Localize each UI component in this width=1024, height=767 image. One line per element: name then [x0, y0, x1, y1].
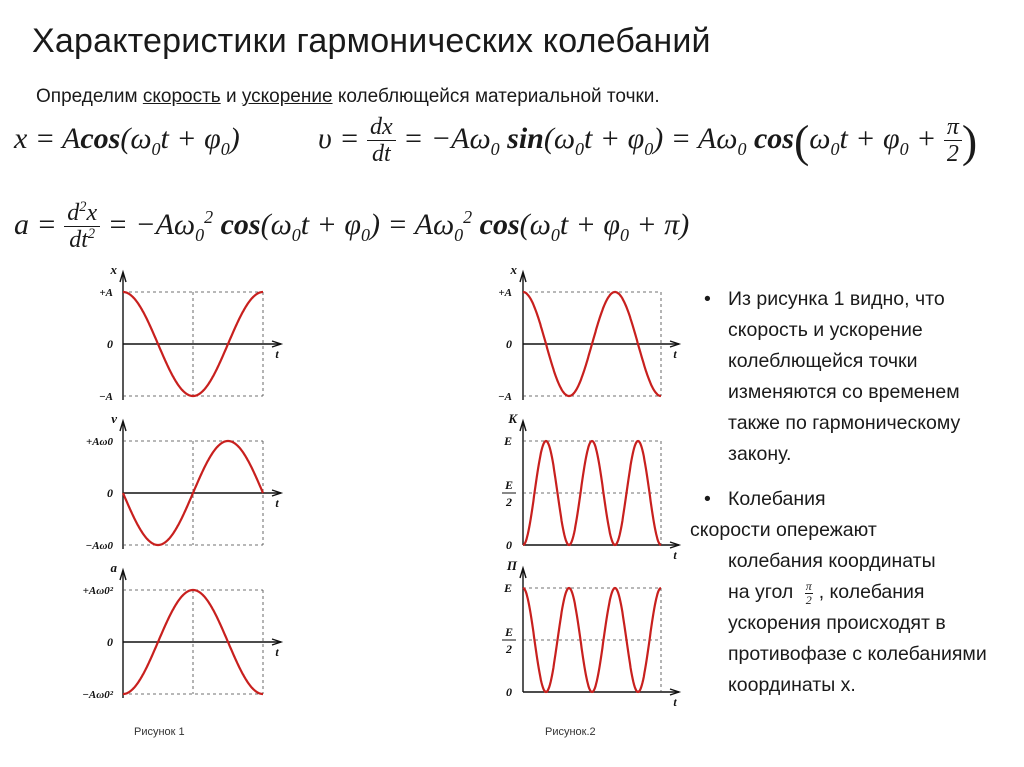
bullet-2-text-b: скорости опережают [690, 519, 877, 541]
figure2-graph1-x-label: t [673, 347, 677, 361]
figure2-graph3-y-label: П [506, 558, 517, 573]
figure1-graph1-tick-mid: 0 [107, 337, 113, 351]
bullet-dot-icon: • [704, 488, 711, 510]
figure1-caption: Рисунок 1 [134, 726, 185, 738]
intro-middle: и [220, 86, 242, 107]
bullet-2-text-f: ускорения происходят в противофазе с колебаниями координаты х. [728, 612, 987, 696]
figure1-graph2-tick-top: +Aω0 [85, 436, 113, 448]
figure1-graph2-x-label: t [275, 496, 279, 510]
pi-over-2-fraction [805, 580, 813, 606]
figure2-caption: Рисунок.2 [545, 726, 596, 738]
pi-numerator: π [805, 578, 812, 593]
bullet-2-text-a: Колебания [728, 488, 826, 510]
figure2-graph1-tick-mid: 0 [506, 337, 512, 351]
figure1-graph3-y-label: a [110, 560, 117, 575]
intro-before: Определим [36, 86, 143, 107]
figure2-graph3-tick-top: E [503, 581, 512, 595]
figure1-graph3-x-label: t [275, 645, 279, 659]
formula-x: $x = Acos(\omega_0t + \varphi_0)$ [14, 122, 240, 159]
figure1-graph2-tick-bottom: −Aω0 [85, 540, 113, 552]
figure2-graph2-y-label: K [508, 411, 517, 426]
figure2-graph1-y-label: x [510, 262, 517, 277]
figure1-graph1-x-label: t [275, 347, 279, 361]
figure2-graph3-x-label: t [673, 695, 677, 709]
figure2-graph3-tick-mid-num: E [504, 625, 514, 639]
figure1-graph2-y-label: v [111, 411, 117, 426]
page-title: Характеристики гармонических колебаний [32, 22, 711, 60]
formula-velocity: υ = $\frac{dx}{dt}$ = $-A\omega_0$ $\sin(\omega_0t + \varphi_0) = A\omega_0$ $\cos(\omega_0t + \varphi_0$ + $\frac{\pi}{2}$ ) [318, 114, 978, 168]
figure2-graph1-tick-top: +A [498, 287, 512, 299]
bullet-item-2 [690, 484, 1010, 701]
bullet-item-1 [690, 284, 1010, 470]
bullet-2-text-c: колебания координаты [728, 550, 936, 572]
figure2-graph3-tick-mid-den: 2 [506, 642, 512, 656]
bullet-1-text: Из рисунка 1 видно, что скорость и ускорение колеблющейся точки изменяются со временем также по гармоническому закону. [728, 288, 961, 465]
figure1-graph3-tick-top: +Aω0² [82, 585, 113, 597]
figure2-graph2-x-label: t [673, 548, 677, 562]
figure2-graph2-tick-top: E [503, 434, 512, 448]
bullet-2-text-d: на угол [728, 581, 794, 603]
figure1-graph3-tick-mid: 0 [107, 635, 113, 649]
formula-acceleration: a = $\frac{d^2x}{dt^2}$ = $-A\omega_0^2$ $\cos(\omega_0t + \varphi_0) = A\omega_0^2$ $\cos(\omega_0t + \varphi_0 + \pi)$ [14, 199, 690, 254]
figure1-graph2-tick-mid: 0 [107, 486, 113, 500]
figure1-graph1-tick-bottom: −A [98, 391, 113, 403]
figure2-graph2-tick-bottom: 0 [506, 538, 512, 552]
intro-link-velocity: скорость [142, 86, 221, 107]
figure1-graph3-tick-bottom: −Aω0² [82, 689, 113, 701]
figure2-graph1-tick-bottom: −A [497, 391, 512, 403]
bullet-list [690, 284, 1010, 701]
intro-link-acceleration: ускорение [241, 86, 333, 107]
bullet-dot-icon: • [704, 288, 711, 310]
intro-after: колеблющейся материальной точки. [332, 86, 660, 107]
pi-denominator: 2 [805, 592, 812, 607]
figure2-graph2-tick-mid-den: 2 [506, 495, 512, 509]
figure2-graph2-tick-mid-num: E [504, 478, 514, 492]
bullet-2-text-e: , колебания [818, 581, 925, 603]
figure1-graph1-y-label: x [110, 262, 117, 277]
figure2-graph3-tick-bottom: 0 [506, 685, 512, 699]
figure1-graph1-tick-top: +A [99, 287, 113, 299]
